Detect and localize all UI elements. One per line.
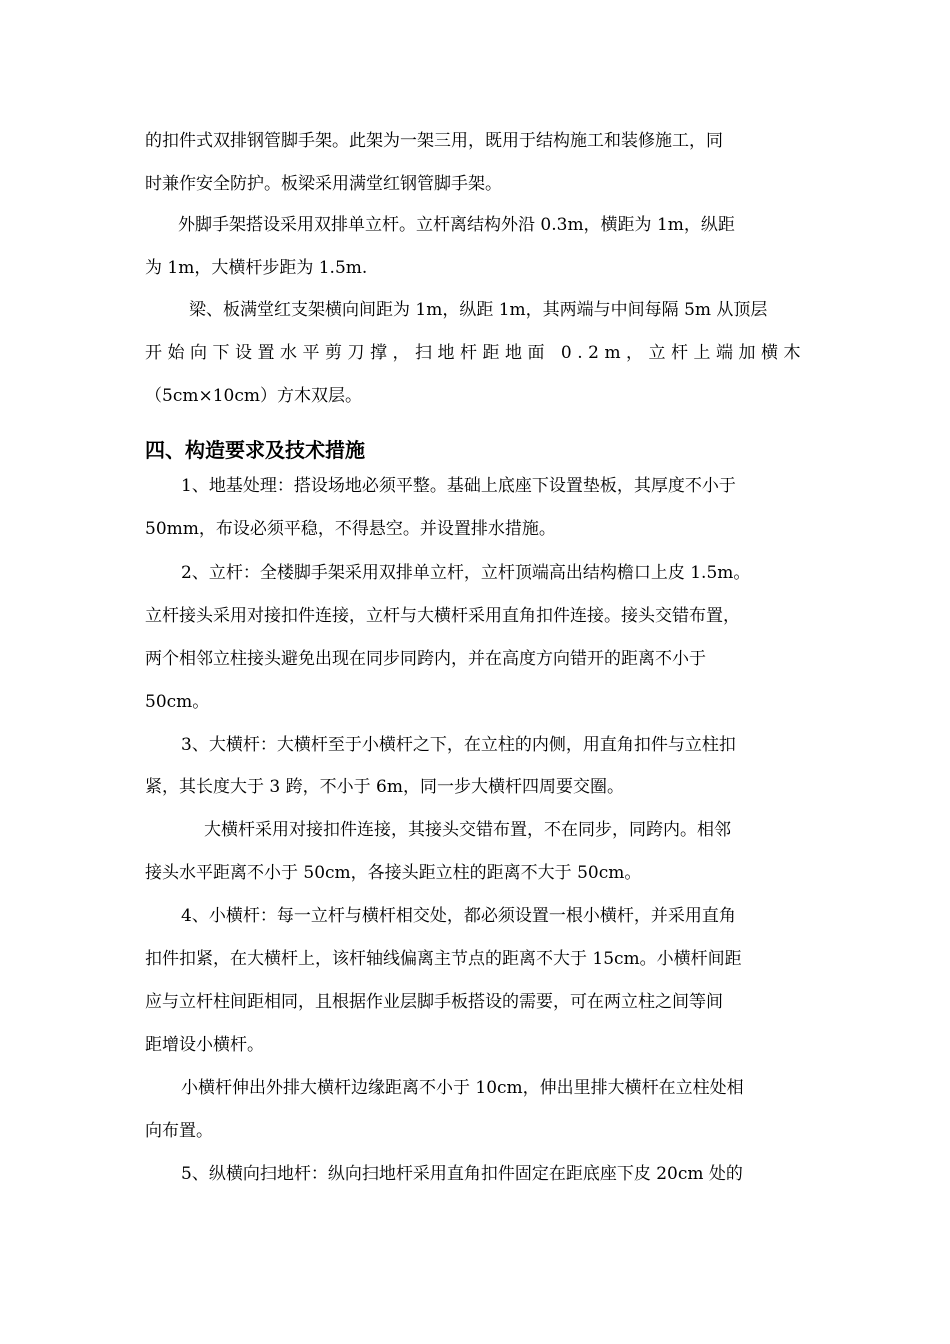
paragraph-line: 两个相邻立柱接头避免出现在同步同跨内，并在高度方向错开的距离不小于 — [145, 649, 706, 669]
paragraph-line: 50cm。 — [145, 692, 210, 712]
paragraph-line: 时兼作安全防护。板梁采用满堂红钢管脚手架。 — [145, 174, 502, 194]
paragraph-line: 5、纵横向扫地杆：纵向扫地杆采用直角扣件固定在距底座下皮 20cm 处的 — [181, 1164, 743, 1184]
paragraph-line: （5cm×10cm）方木双层。 — [145, 386, 362, 406]
paragraph-line: 扣件扣紧，在大横杆上，该杆轴线偏离主节点的距离不大于 15cm。小横杆间距 — [145, 949, 742, 969]
section-heading: 四、构造要求及技术措施 — [145, 438, 365, 462]
paragraph-line: 为 1m，大横杆步距为 1.5m. — [145, 258, 368, 278]
paragraph-line: 50mm，布设必须平稳，不得悬空。并设置排水措施。 — [145, 519, 556, 539]
paragraph-line: 向布置。 — [145, 1121, 213, 1141]
paragraph-line: 外脚手架搭设采用双排单立杆。立杆离结构外沿 0.3m，横距为 1m，纵距 — [178, 215, 735, 235]
paragraph-line: 小横杆伸出外排大横杆边缘距离不小于 10cm，伸出里排大横杆在立柱处相 — [181, 1078, 744, 1098]
paragraph-line: 大横杆采用对接扣件连接，其接头交错布置，不在同步，同跨内。相邻 — [204, 820, 731, 840]
paragraph-line: 4、小横杆：每一立杆与横杆相交处，都必须设置一根小横杆，并采用直角 — [181, 906, 736, 926]
paragraph-line: 应与立杆柱间距相同，且根据作业层脚手板搭设的需要，可在两立柱之间等间 — [145, 992, 723, 1012]
paragraph-line: 开始向下设置水平剪刀撑，扫地杆距地面 0.2m，立杆上端加横木 — [145, 343, 807, 363]
paragraph-line: 1、地基处理：搭设场地必须平整。基础上底座下设置垫板，其厚度不小于 — [181, 476, 736, 496]
paragraph-line: 立杆接头采用对接扣件连接，立杆与大横杆采用直角扣件连接。接头交错布置， — [145, 606, 740, 626]
paragraph-line: 距增设小横杆。 — [145, 1035, 264, 1055]
paragraph-line: 的扣件式双排钢管脚手架。此架为一架三用，既用于结构施工和装修施工，同 — [145, 131, 723, 151]
paragraph-line: 3、大横杆：大横杆至于小横杆之下，在立柱的内侧，用直角扣件与立柱扣 — [181, 735, 736, 755]
paragraph-line: 接头水平距离不小于 50cm，各接头距立柱的距离不大于 50cm。 — [145, 863, 642, 883]
paragraph-line: 2、立杆：全楼脚手架采用双排单立杆，立杆顶端高出结构檐口上皮 1.5m。 — [181, 563, 751, 583]
paragraph-line: 梁、板满堂红支架横向间距为 1m，纵距 1m，其两端与中间每隔 5m 从顶层 — [189, 300, 768, 320]
paragraph-line: 紧，其长度大于 3 跨，不小于 6m，同一步大横杆四周要交圈。 — [145, 777, 624, 797]
